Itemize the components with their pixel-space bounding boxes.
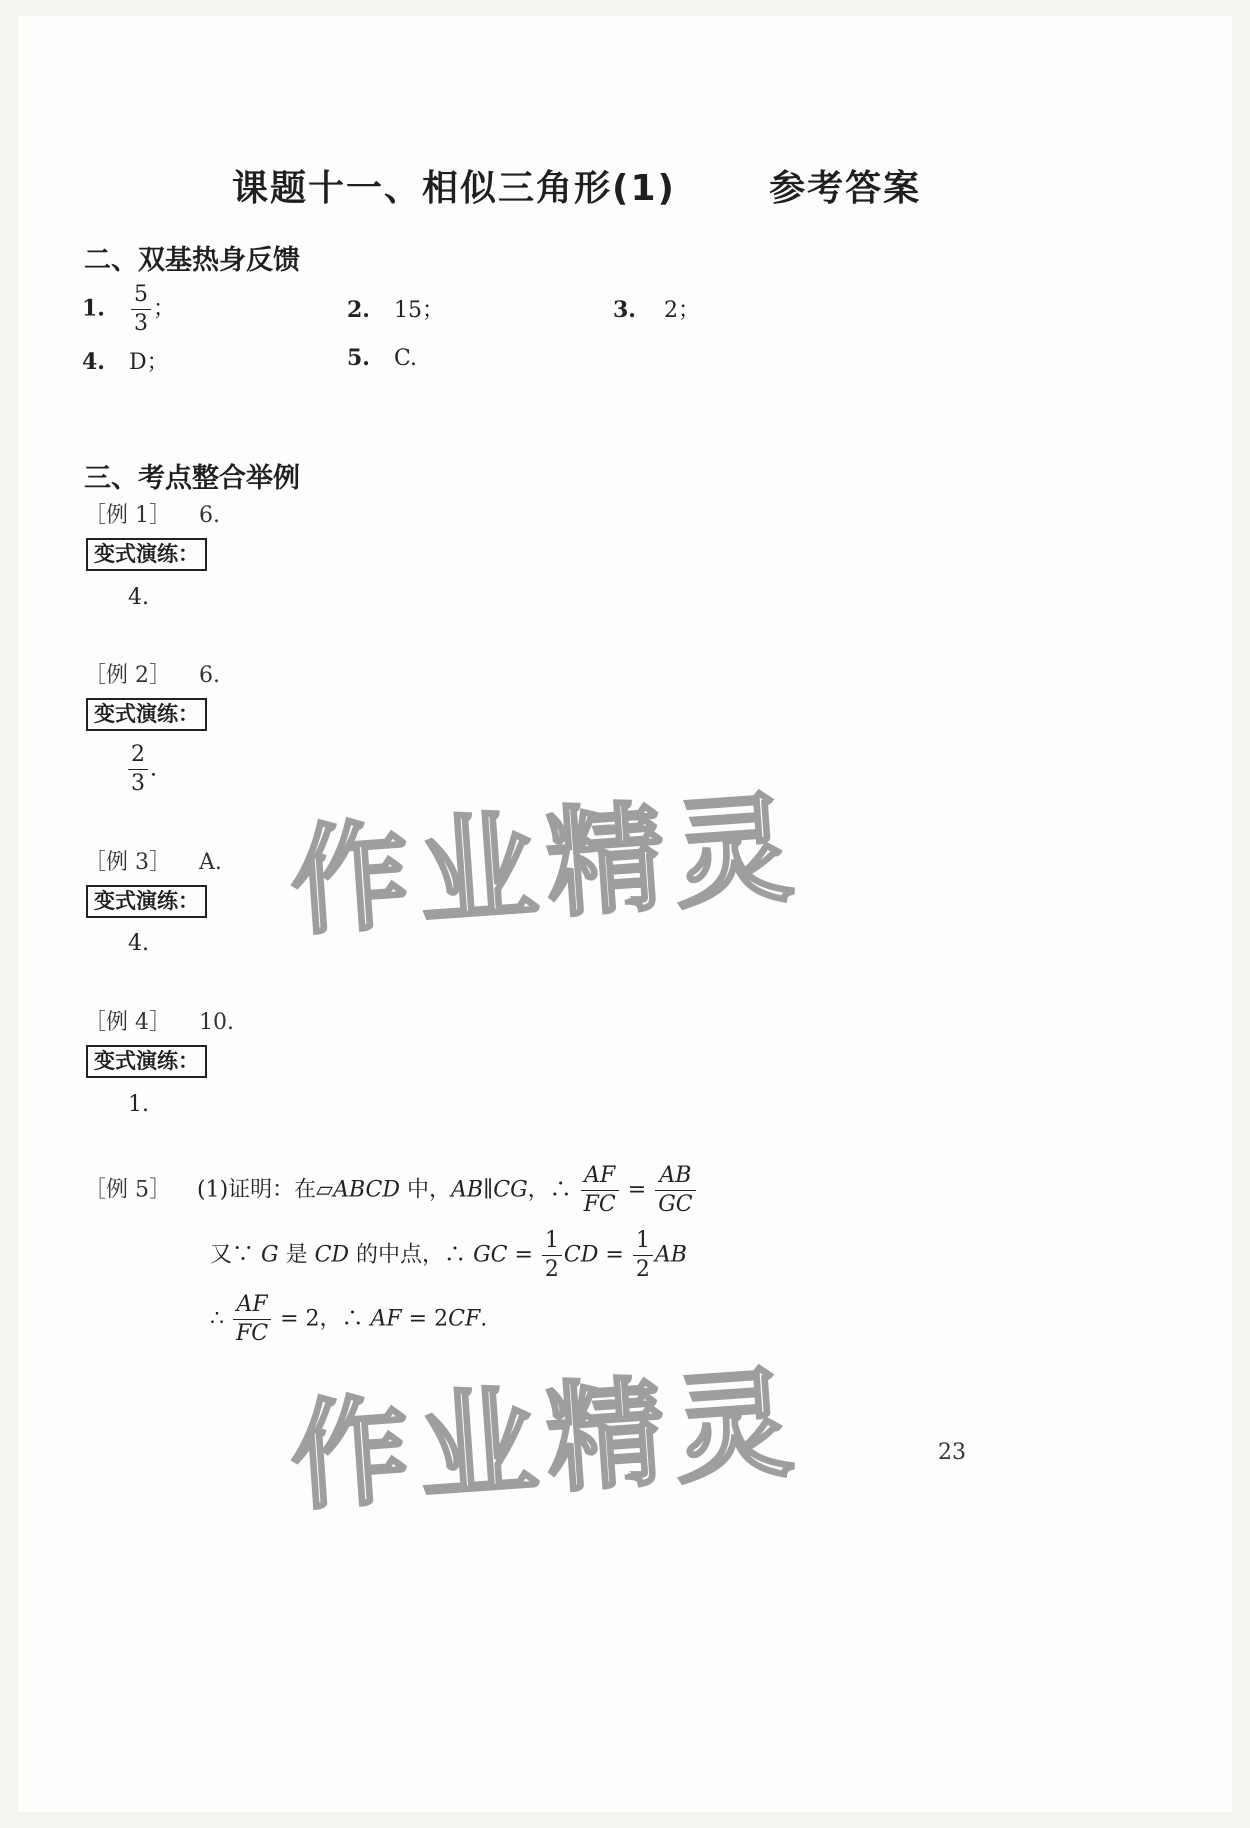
answer-item-5 xyxy=(347,345,417,371)
proof-text: = 2，∴ xyxy=(273,1306,371,1332)
example-answer: A. xyxy=(199,850,222,875)
title-main: 课题十一、相似三角形(1) xyxy=(232,168,676,209)
fraction-denominator: FC xyxy=(581,1190,619,1216)
answer-text: D； xyxy=(128,350,169,375)
proof-text: = xyxy=(598,1242,631,1268)
item-number: 2. xyxy=(347,297,370,323)
fraction xyxy=(542,1230,562,1281)
proof-text: (1)证明：在▱ xyxy=(197,1177,334,1203)
answer-suffix: . xyxy=(150,756,157,782)
example-1 xyxy=(84,498,220,529)
item-number: 3. xyxy=(613,297,636,323)
proof-text: 中， xyxy=(400,1177,452,1203)
fraction-numerator: 5 xyxy=(133,282,148,307)
proof-text: = 2 xyxy=(401,1306,449,1332)
example-answer: 6. xyxy=(199,663,220,688)
fraction-numerator: AF xyxy=(584,1163,616,1188)
answer-item-2 xyxy=(347,293,444,324)
fraction-numerator: AB xyxy=(659,1163,692,1188)
proof-math: CD xyxy=(314,1242,350,1268)
fraction-denominator: FC xyxy=(233,1319,271,1345)
bianshi-label-1: 变式演练： xyxy=(86,538,207,571)
example-label: ［例 1］ xyxy=(84,503,171,528)
example-label: ［例 4］ xyxy=(84,1010,171,1035)
proof-math: AB∥CG xyxy=(451,1177,528,1203)
bianshi-answer-4: 1. xyxy=(128,1092,149,1117)
bianshi-label-4: 变式演练： xyxy=(86,1045,207,1078)
title-suffix: 参考答案 xyxy=(769,168,922,209)
proof-text: = xyxy=(620,1177,654,1203)
example-2 xyxy=(84,658,220,689)
proof-math: AF xyxy=(370,1306,402,1332)
proof-text: ∴ xyxy=(210,1306,231,1332)
answer-item-1 xyxy=(82,284,175,335)
fraction-numerator: 1 xyxy=(544,1228,559,1253)
proof-math: CD xyxy=(563,1242,599,1268)
fraction-denominator: 3 xyxy=(131,309,151,335)
bianshi-answer-3: 4. xyxy=(128,931,149,956)
watermark-top: 作业精灵 xyxy=(286,778,807,952)
example-label: ［例 2］ xyxy=(84,663,171,688)
answer-text: 15； xyxy=(393,298,444,323)
example-5-line-1 xyxy=(84,1165,698,1216)
fraction-denominator: 2 xyxy=(633,1255,653,1281)
proof-text: ，∴ xyxy=(527,1177,579,1203)
item-number: 4. xyxy=(82,349,105,375)
example-label: ［例 3］ xyxy=(84,850,171,875)
example-5-line-2 xyxy=(210,1230,687,1281)
fraction xyxy=(128,744,148,795)
fraction-denominator: GC xyxy=(655,1190,695,1216)
proof-math: G xyxy=(261,1242,279,1268)
example-answer: 10. xyxy=(199,1010,234,1035)
answer-item-4 xyxy=(82,345,169,376)
proof-math: CF xyxy=(448,1306,481,1332)
proof-math: GC xyxy=(473,1242,508,1268)
page-title xyxy=(232,160,921,211)
item-number: 5. xyxy=(347,345,370,371)
fraction xyxy=(233,1294,271,1345)
fraction-numerator: AF xyxy=(236,1292,268,1317)
fraction-numerator: 1 xyxy=(635,1228,650,1253)
fraction xyxy=(581,1165,619,1216)
answer-text: 2； xyxy=(663,298,700,323)
example-4 xyxy=(84,1005,234,1036)
answer-suffix: ； xyxy=(152,296,175,322)
fraction xyxy=(131,284,151,335)
example-3 xyxy=(84,845,222,876)
answer-item-3 xyxy=(613,293,700,324)
example-label: ［例 5］ xyxy=(84,1177,171,1203)
bianshi-label-3: 变式演练： xyxy=(86,885,207,918)
fraction-numerator: 2 xyxy=(131,742,145,767)
fraction-denominator: 2 xyxy=(542,1255,562,1281)
watermark-bottom: 作业精灵 xyxy=(286,1353,807,1527)
example-answer: 6. xyxy=(199,503,220,528)
proof-text: = xyxy=(507,1242,540,1268)
page-number: 23 xyxy=(938,1440,966,1465)
proof-text: . xyxy=(480,1306,488,1332)
proof-math: AB xyxy=(654,1242,687,1268)
proof-math: ABCD xyxy=(333,1177,401,1203)
section3-heading: 三、考点整合举例 xyxy=(84,463,300,494)
bianshi-label-2: 变式演练： xyxy=(86,698,207,731)
section2-heading: 二、双基热身反馈 xyxy=(84,245,300,276)
item-number: 1. xyxy=(82,295,105,322)
example-5-line-3 xyxy=(210,1294,487,1345)
fraction xyxy=(655,1165,695,1216)
answer-text: C. xyxy=(393,346,418,371)
proof-text: 的中点，∴ xyxy=(349,1242,474,1268)
bianshi-answer-1: 4. xyxy=(128,585,149,610)
bianshi-answer-2 xyxy=(126,744,157,795)
proof-text: 又∵ xyxy=(210,1242,261,1268)
proof-text: 是 xyxy=(278,1242,315,1268)
fraction-denominator: 3 xyxy=(128,769,148,795)
fraction xyxy=(633,1230,653,1281)
